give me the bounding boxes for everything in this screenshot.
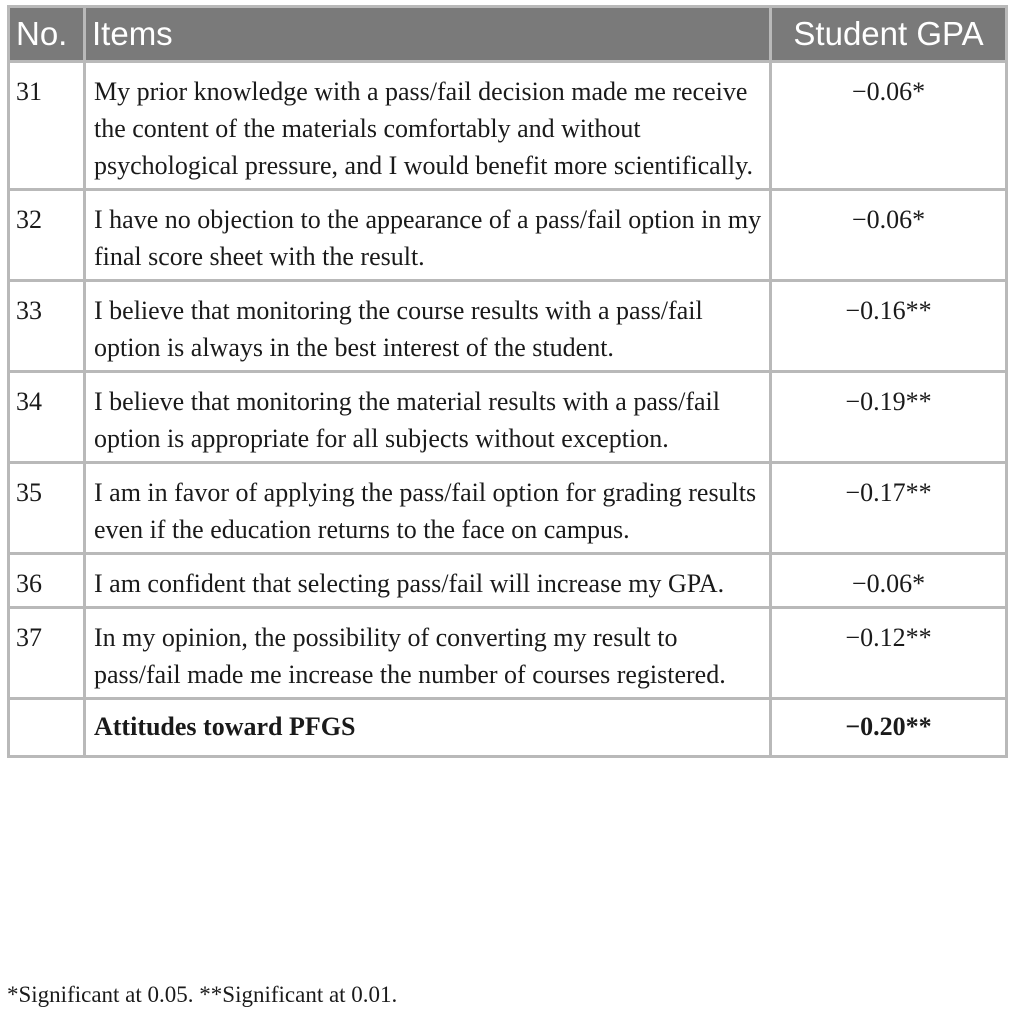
row-number: 37 — [9, 608, 85, 699]
correlation-table-container — [7, 5, 1005, 758]
correlation-table — [7, 5, 1008, 758]
table-row — [9, 190, 1007, 281]
header-items: Items — [85, 7, 771, 62]
row-item: I am confident that selecting pass/fail will increase my GPA. — [85, 554, 771, 608]
row-item: I believe that monitoring the material results with a pass/fail option is appropriate for all subjects without exception. — [85, 372, 771, 463]
row-gpa: −0.12** — [771, 608, 1007, 699]
row-number: 32 — [9, 190, 85, 281]
total-label: Attitudes toward PFGS — [85, 699, 771, 757]
row-number: 34 — [9, 372, 85, 463]
table-row — [9, 281, 1007, 372]
table-row — [9, 372, 1007, 463]
row-gpa: −0.06* — [771, 62, 1007, 190]
table-footnote: *Significant at 0.05. **Significant at 0.01. — [7, 982, 398, 1007]
row-item: I am in favor of applying the pass/fail option for grading results even if the education returns to the face on campus. — [85, 463, 771, 554]
header-no: No. — [9, 7, 85, 62]
row-gpa: −0.06* — [771, 554, 1007, 608]
row-number: 36 — [9, 554, 85, 608]
row-item: I have no objection to the appearance of a pass/fail option in my final score sheet with the result. — [85, 190, 771, 281]
row-gpa: −0.19** — [771, 372, 1007, 463]
row-number: 33 — [9, 281, 85, 372]
row-gpa: −0.16** — [771, 281, 1007, 372]
row-item: I believe that monitoring the course results with a pass/fail option is always in the best interest of the student. — [85, 281, 771, 372]
row-item: My prior knowledge with a pass/fail decision made me receive the content of the materials comfortably and without psychological pressure, and I would benefit more scientifically. — [85, 62, 771, 190]
total-gpa: −0.20** — [771, 699, 1007, 757]
row-item: In my opinion, the possibility of converting my result to pass/fail made me increase the number of courses registered. — [85, 608, 771, 699]
row-gpa: −0.06* — [771, 190, 1007, 281]
total-number — [9, 699, 85, 757]
table-row — [9, 62, 1007, 190]
table-row — [9, 608, 1007, 699]
table-row — [9, 554, 1007, 608]
table-row — [9, 463, 1007, 554]
row-number: 31 — [9, 62, 85, 190]
table-header-row — [9, 7, 1007, 62]
row-gpa: −0.17** — [771, 463, 1007, 554]
header-student-gpa: Student GPA — [771, 7, 1007, 62]
row-number: 35 — [9, 463, 85, 554]
total-row — [9, 699, 1007, 757]
